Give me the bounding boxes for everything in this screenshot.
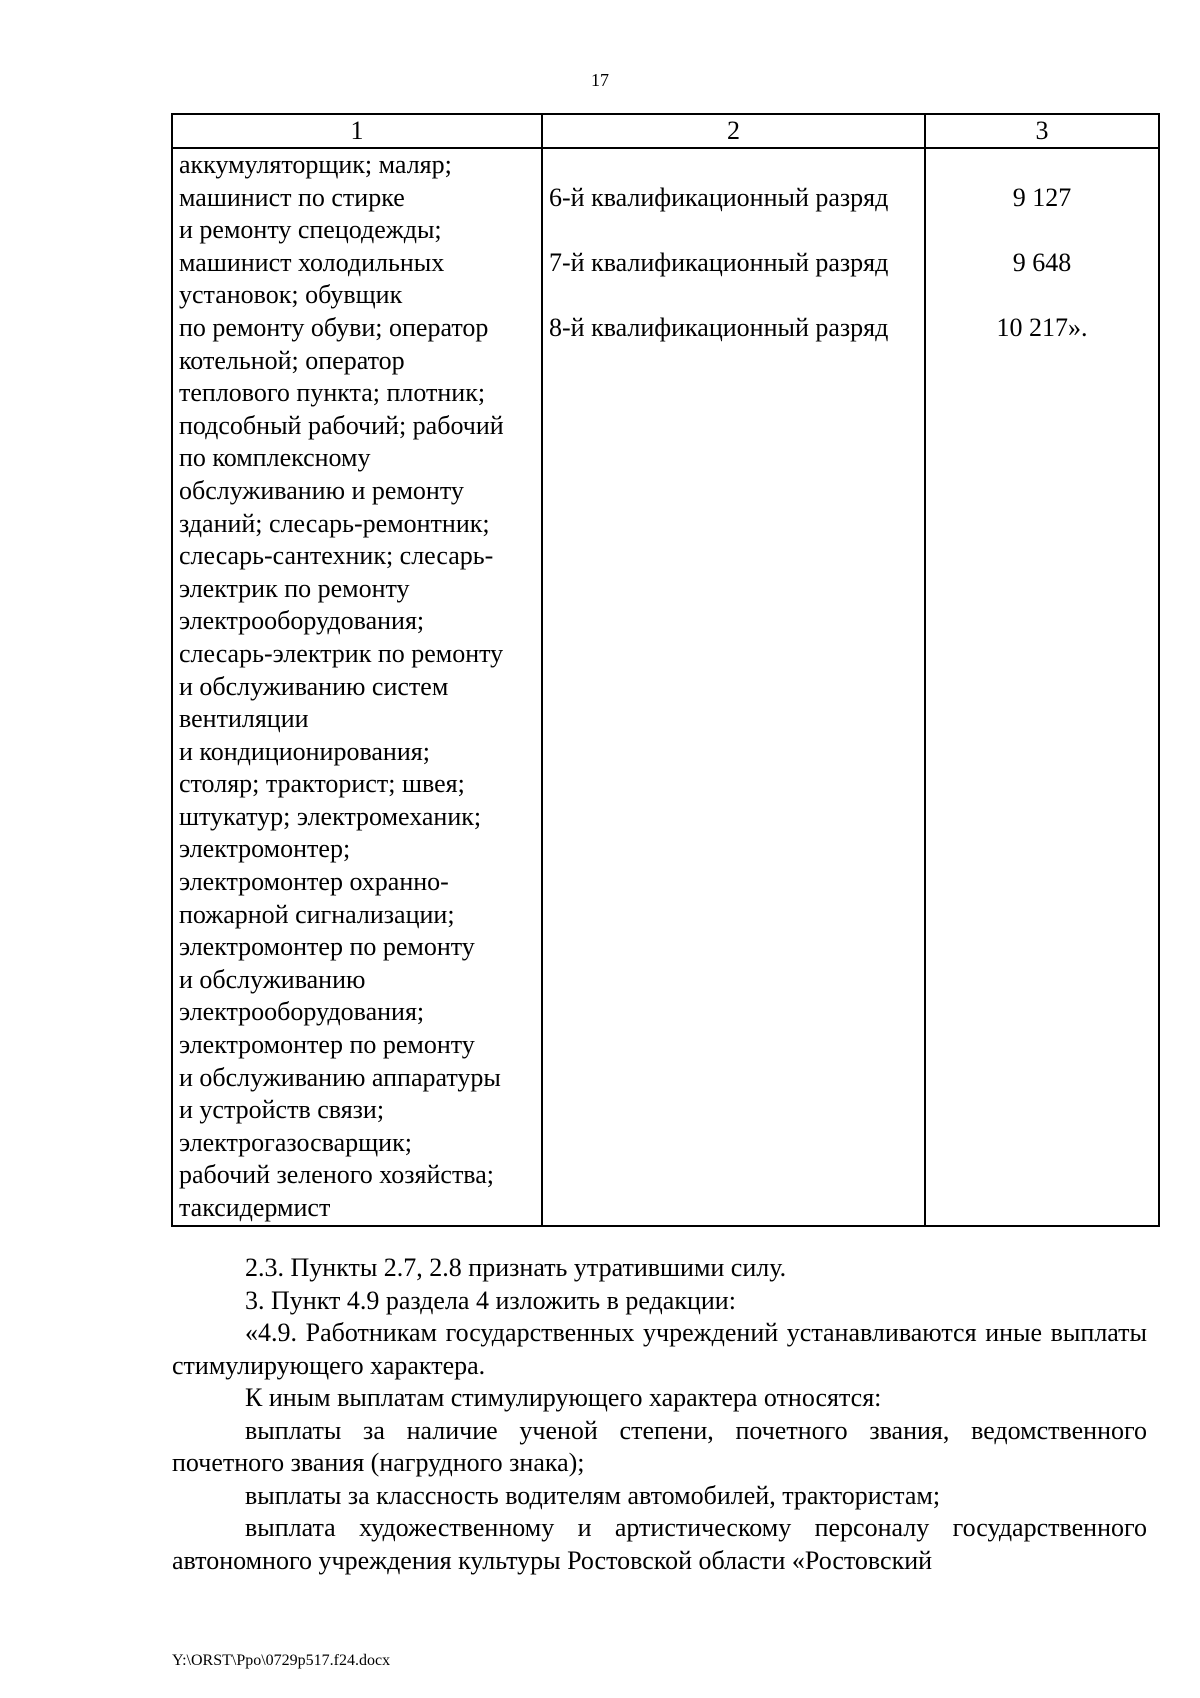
- profession-line: по ремонту обуви; оператор: [179, 312, 489, 342]
- profession-line: обслуживанию и ремонту: [179, 475, 464, 505]
- grades-cell: [542, 148, 925, 1226]
- profession-line: слесарь-сантехник; слесарь-: [179, 541, 494, 571]
- column-header-2: 2: [542, 114, 925, 148]
- grade-label: 8-й квалификационный разряд: [549, 312, 889, 342]
- profession-line: подсобный рабочий; рабочий: [179, 410, 504, 440]
- profession-line: слесарь-электрик по ремонту: [179, 638, 504, 668]
- profession-line: и устройств связи;: [179, 1095, 385, 1125]
- profession-line: электрооборудования;: [179, 606, 425, 636]
- column-header-1: 1: [172, 114, 542, 148]
- profession-line: и кондиционирования;: [179, 736, 430, 766]
- profession-line: электрооборудования;: [179, 997, 425, 1027]
- profession-line: установок; обувщик: [179, 280, 403, 310]
- profession-line: машинист по стирке: [179, 182, 405, 212]
- profession-line: электромонтер по ремонту: [179, 932, 475, 962]
- profession-line: и обслуживанию: [179, 964, 366, 994]
- profession-line: электрик по ремонту: [179, 573, 410, 603]
- profession-line: и обслуживанию аппаратуры: [179, 1062, 501, 1092]
- profession-line: и ремонту спецодежды;: [179, 215, 442, 245]
- profession-line: штукатур; электромеханик;: [179, 801, 482, 831]
- paragraph: 2.3. Пункты 2.7, 2.8 признать утратившими силу.: [245, 1253, 787, 1282]
- profession-line: зданий; слесарь-ремонтник;: [179, 508, 490, 538]
- paragraph: выплаты за наличие ученой степени, почетного звания, ведомственного почетного звания (нагрудного знака);: [172, 1415, 1147, 1477]
- paragraph: К иным выплатам стимулирующего характера относятся:: [245, 1383, 882, 1412]
- profession-line: таксидермист: [179, 1193, 331, 1222]
- profession-line: теплового пункта; плотник;: [179, 378, 486, 408]
- document-body: [172, 1252, 1147, 1577]
- profession-line: рабочий зеленого хозяйства;: [179, 1160, 495, 1190]
- profession-line: столяр; тракторист; швея;: [179, 769, 465, 799]
- grade-label: 7-й квалификационный разряд: [549, 247, 889, 277]
- paragraph: выплата художественному и артистическому персоналу государственного автономного учреждения культуры Ростовской области «Ростовский: [172, 1513, 1147, 1575]
- paragraph: «4.9. Работникам государственных учреждений устанавливаются иные выплаты стимулирующего характера.: [172, 1318, 1147, 1380]
- salary-value: 10 217».: [996, 312, 1088, 342]
- table-row: [172, 148, 1159, 1226]
- profession-line: электромонтер охранно-: [179, 867, 449, 897]
- profession-line: электромонтер;: [179, 834, 351, 864]
- profession-line: пожарной сигнализации;: [179, 899, 455, 929]
- profession-line: по комплексному: [179, 443, 371, 473]
- column-header-3: 3: [925, 114, 1159, 148]
- profession-line: вентиляции: [179, 704, 309, 734]
- profession-line: электрогазосварщик;: [179, 1127, 412, 1157]
- profession-line: аккумуляторщик; маляр;: [179, 150, 452, 179]
- profession-line: электромонтер по ремонту: [179, 1030, 475, 1060]
- salary-value: 9 648: [1012, 247, 1072, 277]
- salary-value: 9 127: [1012, 182, 1072, 212]
- salaries-cell: [925, 148, 1159, 1226]
- paragraph: 3. Пункт 4.9 раздела 4 изложить в редакции:: [245, 1285, 736, 1315]
- salary-table: [171, 113, 1160, 1227]
- file-path-footer: Y:\ORST\Ppo\0729p517.f24.docx: [172, 1652, 391, 1669]
- paragraph: выплаты за классность водителям автомобилей, трактористам;: [245, 1480, 941, 1510]
- profession-line: котельной; оператор: [179, 345, 405, 375]
- professions-cell: [172, 148, 542, 1226]
- profession-line: машинист холодильных: [179, 247, 445, 277]
- profession-line: и обслуживанию систем: [179, 671, 449, 701]
- table-header-row: [172, 114, 1159, 148]
- grade-label: 6-й квалификационный разряд: [549, 182, 889, 212]
- page-number: 17: [591, 70, 609, 90]
